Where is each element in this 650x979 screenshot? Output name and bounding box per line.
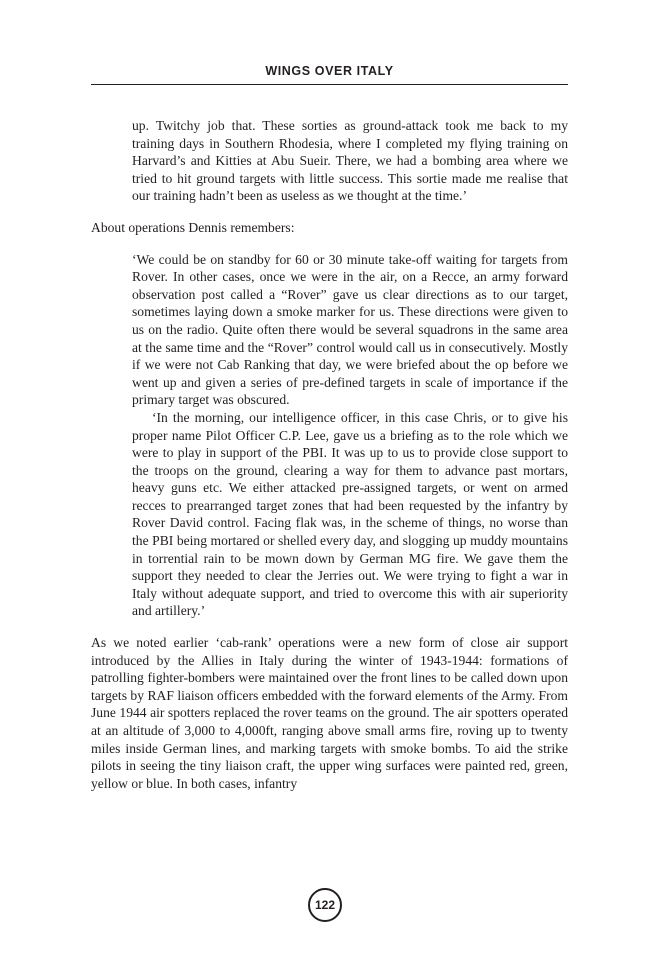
intro-paragraph: About operations Dennis remembers: — [91, 219, 295, 235]
page-body — [91, 117, 568, 792]
page-number-badge — [308, 888, 342, 922]
page-number: 122 — [314, 898, 336, 912]
running-head-title: WINGS OVER ITALY — [265, 64, 394, 78]
quote-paragraph-2: ‘We could be on standby for 60 or 30 minute take-off waiting for targets from Rover. In other cases, once we were in the air, on a Recce, an army forward observation post called a “Rover” gave us clear directions as to our target, sometimes laying down a smoke marker for us. These directions were given to us on the radio. Quite often there would be several squadrons in the same area at the same time and the “Rover” control would call us in consecutively. Mostly if we were not Cab Ranking that day, we were briefed about the op before we went up and given a series of pre-defined targets in scale of importance if the primary target was obscured. — [132, 251, 568, 408]
quote-paragraph-1: up. Twitchy job that. These sorties as ground-attack took me back to my training days in Southern Rhodesia, where I completed my flying training on Harvard’s and Kitties at Abu Sueir. There, we had a bombing area where we tried to hit ground targets with little success. This sortie made me realise that our training hadn’t been as useless as we thought at the time.’ — [132, 118, 568, 204]
quote-paragraph-3: ‘In the morning, our intelligence officer, in this case Chris, or to give his proper name Pilot Officer C.P. Lee, gave us a briefing as to the role which we were to play in support of the PBI. It was up to us to provide close support to the troops on the ground, clearing a way for them to advance past mortars, heavy guns etc. We either attacked pre-assigned targets, or went on armed recces to prearranged target zones that had been requested by the infantry by Rover David control. Facing flak was, in the scheme of things, no worse than the PBI being mortared or shelled every day, and slogging up muddy mountains in torrential rain to be mown down by German MG fire. We gave them the support they needed to clear the Jerries out. We were trying to fight a war in Italy without adequate support, and tried to overcome this with air superiority and artillery.’ — [132, 409, 568, 619]
header-rule — [91, 84, 568, 85]
closing-paragraph: As we noted earlier ‘cab-rank’ operations were a new form of close air support introduced by the Allies in Italy during the winter of 1943-1944: formations of patrolling fighter-bombers were maintained over the front lines to be called down upon targets by RAF liaison officers embedded with the forward elements of the Army. From June 1944 air spotters replaced the rover teams on the ground. The air spotters operated at an altitude of 3,000 to 4,000ft, ranging above small arms fire, roving up to twenty miles inside German lines, and marking targets with smoke bombs. To aid the strike pilots in seeing the tiny liaison craft, the upper wing surfaces were painted red, green, yellow or blue. In both cases, infantry — [91, 635, 568, 791]
